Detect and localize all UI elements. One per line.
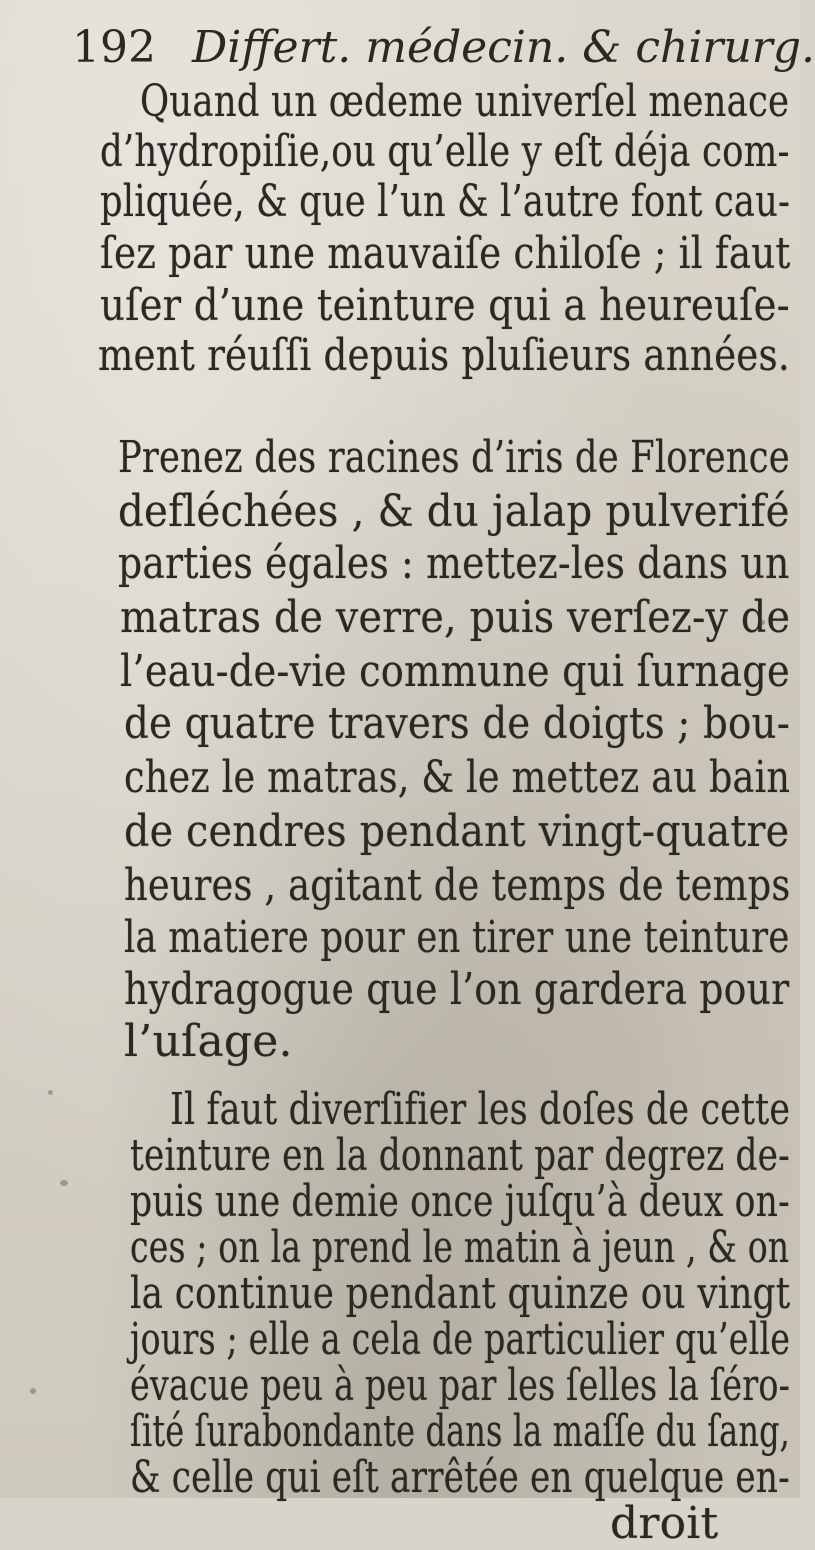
foxing-spot <box>48 1090 53 1095</box>
text-line: matras de verre, puis verſez-y de <box>120 592 791 643</box>
text-line: uſer d’une teinture qui a heureuſe- <box>100 280 790 331</box>
text-line: & celle qui eſt arrêtée en quelque en- <box>130 1452 790 1503</box>
text-line: teinture en la donnant par degrez de- <box>130 1130 790 1181</box>
foxing-spot <box>30 1388 36 1394</box>
text-line: ſité ſurabondante dans la maſſe du ſang, <box>130 1406 790 1457</box>
text-line: defléchées , & du jalap pulverifé <box>118 486 790 537</box>
text-line: d’hydropiſie,ou qu’elle y eſt déja com- <box>100 126 790 177</box>
text-line: l’eau-de-vie commune qui ſurnage <box>120 646 790 697</box>
page-number: 192 <box>72 22 156 73</box>
text-line: la continue pendant quinze ou vingt <box>130 1268 791 1319</box>
text-line: ces ; on la prend le matin à jeun , & on <box>130 1222 790 1273</box>
text-line: évacue peu à peu par les ſelles la ſéro- <box>130 1360 791 1411</box>
text-line: chez le matras, & le mettez au bain <box>124 752 791 803</box>
running-title: Differt. médecin. & chirurg. <box>191 22 815 73</box>
catchword: droit <box>610 1498 719 1549</box>
text-line: de cendres pendant vingt-quatre <box>124 806 790 857</box>
text-line: Quand un œdeme univerſel menace <box>140 76 790 127</box>
text-line: Prenez des racines d’iris de Florence <box>118 432 790 483</box>
text-line: l’uſage. <box>124 1016 293 1067</box>
text-line: hydragogue que l’on gardera pour <box>124 964 790 1015</box>
foxing-spot <box>760 620 765 625</box>
text-line: puis une demie once juſqu’à deux on- <box>130 1176 790 1227</box>
text-line: ſez par une mauvaiſe chiloſe ; il faut <box>100 228 791 279</box>
page-header <box>72 22 815 74</box>
text-line: Il faut diverſifier les doſes de cette <box>170 1084 791 1135</box>
text-line: pliquée, & que l’un & l’autre font cau- <box>100 176 791 227</box>
text-line: heures , agitant de temps de temps <box>124 860 791 911</box>
text-line: ment réuſſi depuis pluſieurs années. <box>98 330 790 381</box>
text-line: jours ; elle a cela de particulier qu’elle <box>130 1314 791 1365</box>
foxing-spot <box>60 1180 68 1186</box>
text-line: de quatre travers de doigts ; bou- <box>124 698 790 749</box>
text-line: parties égales : mettez-les dans un <box>118 538 790 589</box>
text-line: la matiere pour en tirer une teinture <box>124 912 790 963</box>
